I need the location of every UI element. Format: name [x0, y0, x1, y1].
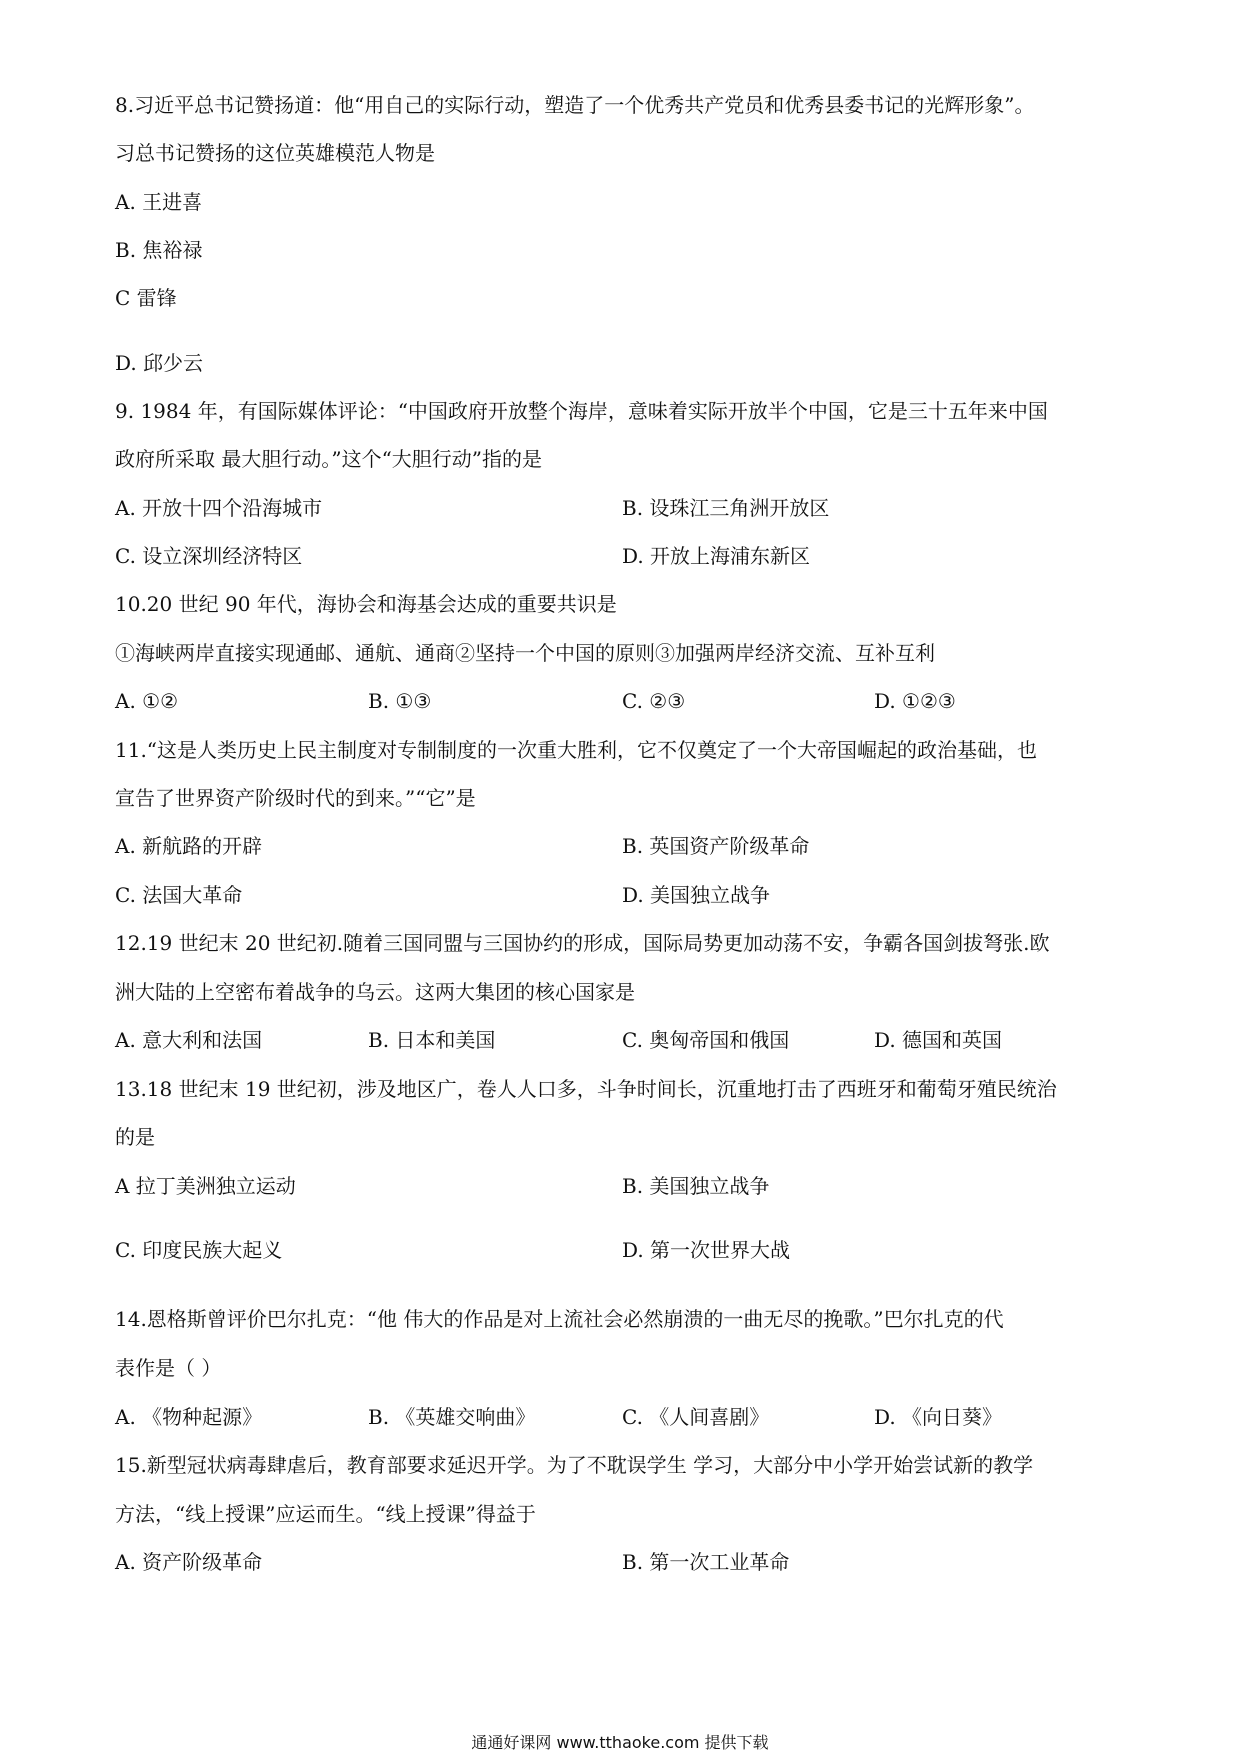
q11-option-a: A. 新航路的开辟: [115, 834, 263, 858]
q12-option-b: B. 日本和美国: [368, 1028, 496, 1052]
q15-stem-line-2: 方法，“线上授课”应运而生。“线上授课”得益于: [115, 1502, 536, 1526]
q9-option-b: B. 设珠江三角洲开放区: [622, 496, 830, 520]
q13-option-c: C. 印度民族大起义: [115, 1238, 283, 1262]
q12-option-d: D. 德国和英国: [874, 1028, 1003, 1052]
q13-stem-line-2: 的是: [115, 1125, 155, 1149]
page-footer: 通通好课网 www.tthaoke.com 提供下载: [471, 1733, 769, 1752]
q11-option-b: B. 英国资产阶级革命: [622, 834, 810, 858]
q14-option-b: B. 《英雄交响曲》: [368, 1405, 536, 1429]
q11-stem-line-2: 宣告了世界资产阶级时代的到来。”“它”是: [115, 786, 476, 810]
q8-stem-line-2: 习总书记赞扬的这位英雄模范人物是: [115, 141, 435, 165]
q8-stem-line-1: 8.习近平总书记赞扬道：他“用自己的实际行动，塑造了一个优秀共产党员和优秀县委书记的光辉形象”。: [115, 93, 1035, 117]
q15-stem-line-1: 15.新型冠状病毒肆虐后，教育部要求延迟开学。为了不耽误学生 学习，大部分中小学开始尝试新的教学: [115, 1453, 1034, 1477]
q11-option-c: C. 法国大革命: [115, 883, 243, 907]
q14-stem-line-2: 表作是（ ）: [115, 1356, 222, 1380]
q10-option-a: A. ①②: [115, 689, 179, 713]
q9-stem-line-2: 政府所采取 最大胆行动。”这个“大胆行动”指的是: [115, 447, 543, 471]
q14-option-a: A. 《物种起源》: [115, 1405, 263, 1429]
q9-option-a: A. 开放十四个沿海城市: [115, 496, 323, 520]
q13-option-d: D. 第一次世界大战: [622, 1238, 791, 1262]
q12-option-a: A. 意大利和法国: [115, 1028, 263, 1052]
q8-option-d: D. 邱少云: [115, 351, 204, 375]
q8-option-a: A. 王进喜: [115, 190, 203, 214]
q9-stem-line-1: 9. 1984 年，有国际媒体评论：“中国政府开放整个海岸，意味着实际开放半个中国，它是三十五年来中国: [115, 399, 1048, 423]
q13-stem-line-1: 13.18 世纪末 19 世纪初，涉及地区广，卷人人口多，斗争时间长，沉重地打击了西班牙和葡萄牙殖民统治: [115, 1077, 1057, 1101]
q12-stem-line-2: 洲大陆的上空密布着战争的乌云。这两大集团的核心国家是: [115, 980, 635, 1004]
q10-stem-line-2: ①海峡两岸直接实现通邮、通航、通商②坚持一个中国的原则③加强两岸经济交流、互补互利: [115, 641, 935, 665]
q14-stem-line-1: 14.恩格斯曾评价巴尔扎克：“他 伟大的作品是对上流社会必然崩溃的一曲无尽的挽歌。”巴尔扎克的代: [115, 1307, 1004, 1331]
q12-option-c: C. 奥匈帝国和俄国: [622, 1028, 790, 1052]
q9-option-c: C. 设立深圳经济特区: [115, 544, 303, 568]
q12-stem-line-1: 12.19 世纪末 20 世纪初.随着三国同盟与三国协约的形成，国际局势更加动荡不安，争霸各国剑拔弩张.欧: [115, 931, 1050, 955]
q14-option-d: D. 《向日葵》: [874, 1405, 1003, 1429]
q11-stem-line-1: 11.“这是人类历史上民主制度对专制制度的一次重大胜利，它不仅奠定了一个大帝国崛起的政治基础，也: [115, 738, 1038, 762]
q10-option-c: C. ②③: [622, 689, 686, 713]
q10-option-d: D. ①②③: [874, 689, 956, 713]
q11-option-d: D. 美国独立战争: [622, 883, 771, 907]
q10-stem-line-1: 10.20 世纪 90 年代，海协会和海基会达成的重要共识是: [115, 592, 617, 616]
q9-option-d: D. 开放上海浦东新区: [622, 544, 811, 568]
q14-option-c: C. 《人间喜剧》: [622, 1405, 770, 1429]
q15-option-a: A. 资产阶级革命: [115, 1550, 263, 1574]
q13-option-b: B. 美国独立战争: [622, 1174, 770, 1198]
q10-option-b: B. ①③: [368, 689, 432, 713]
q8-option-c: C 雷锋: [115, 286, 177, 310]
q13-option-a: A 拉丁美洲独立运动: [115, 1174, 296, 1198]
q8-option-b: B. 焦裕禄: [115, 238, 203, 262]
q15-option-b: B. 第一次工业革命: [622, 1550, 790, 1574]
